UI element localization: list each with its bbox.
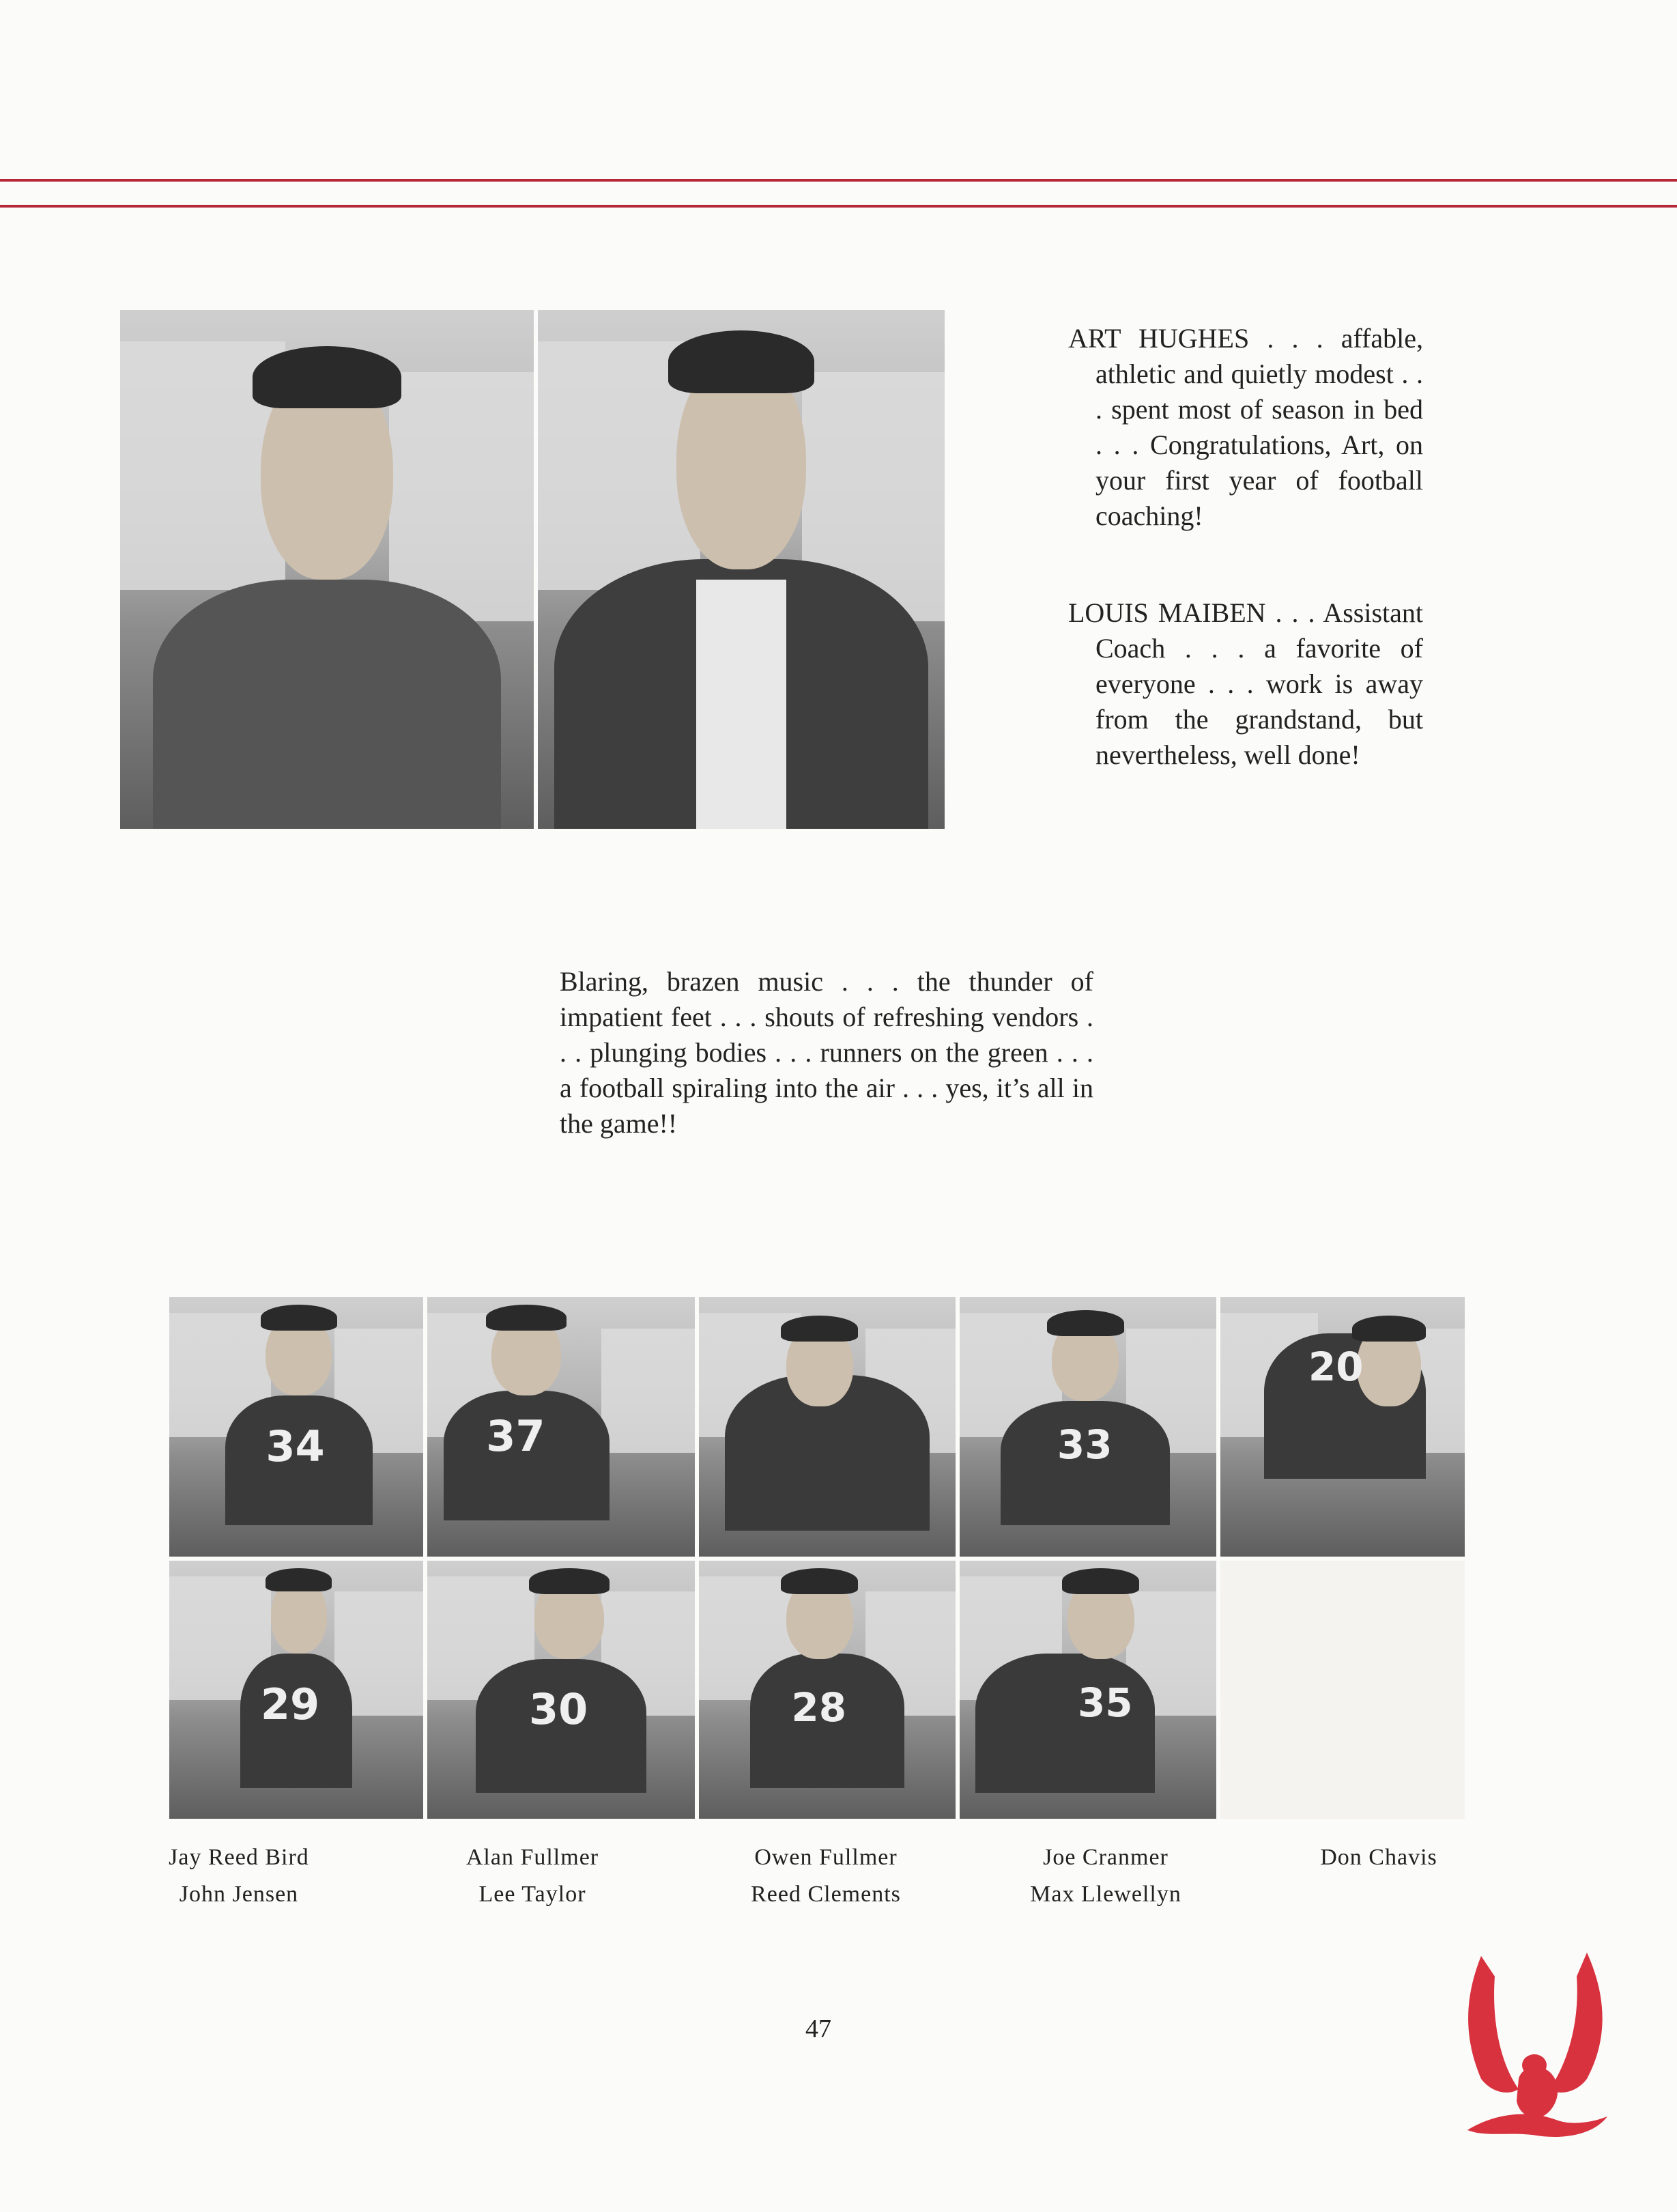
coach-photo-art-hughes <box>120 310 534 829</box>
intro-text: Blaring, brazen music . . . the thunder of impatient feet . . . shouts of refreshing vendors . . . plunging bodies . . . runners on the green . . . a football spiraling into the air . . . yes, it’s all in the game!! <box>560 966 1093 1139</box>
jersey-number: 28 <box>791 1684 847 1731</box>
coach-caption-art-hughes <box>1068 321 1423 534</box>
jersey-number: 34 <box>266 1421 325 1472</box>
player-name: Don Chavis <box>1320 1845 1437 1870</box>
player-name: Alan Fullmer <box>465 1845 599 1870</box>
player-names-column-5 <box>1270 1839 1488 1876</box>
player-photo <box>427 1561 695 1819</box>
player-photo <box>699 1561 956 1819</box>
player-name: Owen Fullmer <box>754 1845 898 1870</box>
player-names-column-2 <box>410 1839 655 1913</box>
intro-paragraph <box>560 964 1093 1142</box>
player-names-column-4 <box>983 1839 1229 1913</box>
jersey-number: 20 <box>1308 1344 1364 1391</box>
eagle-emblem-icon <box>1454 1949 1618 2154</box>
player-name: John Jensen <box>179 1882 299 1907</box>
jersey-number: 33 <box>1057 1421 1113 1469</box>
header-rule-bottom <box>0 205 1677 208</box>
coach-caption-text: ART HUGHES . . . affable, athletic and quietly modest . . . spent most of season in bed . . . Congratulations, Art, on your first year of football coaching! <box>1068 323 1423 531</box>
player-name: Max Llewellyn <box>1030 1882 1181 1907</box>
jersey-number: 29 <box>260 1679 320 1729</box>
jersey-number: 37 <box>486 1411 545 1462</box>
player-photo <box>427 1297 695 1557</box>
player-photo <box>960 1297 1216 1557</box>
empty-photo-slot <box>1220 1561 1465 1819</box>
player-name: Jay Reed Bird <box>169 1845 309 1870</box>
coach-caption-text: LOUIS MAIBEN . . . Assistant Coach . . . a favorite of everyone . . . work is away from the grandstand, but nevertheless, well done! <box>1068 597 1423 770</box>
player-name: Reed Clements <box>751 1882 901 1907</box>
page-number: 47 <box>805 2015 831 2043</box>
player-name: Lee Taylor <box>478 1882 586 1907</box>
player-photo <box>169 1561 423 1819</box>
coach-caption-louis-maiben <box>1068 595 1423 773</box>
header-rule-top <box>0 179 1677 182</box>
player-name: Joe Cranmer <box>1043 1845 1169 1870</box>
jersey-number: 30 <box>528 1684 588 1735</box>
player-photo <box>169 1297 423 1557</box>
player-names-column-3 <box>696 1839 956 1913</box>
player-photo <box>960 1561 1216 1819</box>
player-names-column-1 <box>116 1839 362 1913</box>
player-photo <box>1220 1297 1465 1557</box>
player-photo <box>699 1297 956 1557</box>
jersey-number: 35 <box>1077 1679 1133 1726</box>
coach-photo-louis-maiben <box>538 310 945 829</box>
